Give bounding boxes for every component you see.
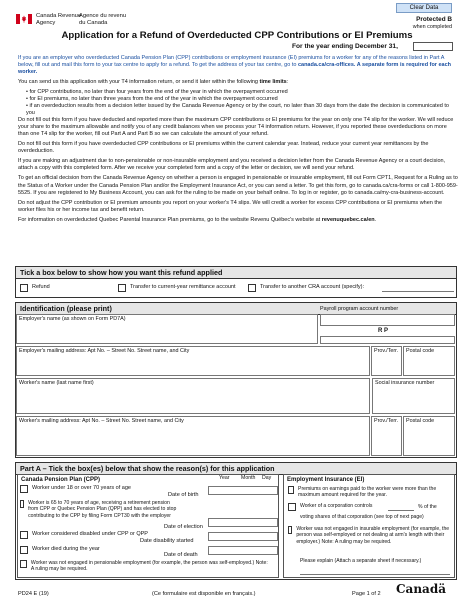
cpp-age-checkbox[interactable] (20, 485, 28, 493)
intro-p1-b: . A separate form is required for each worker. (18, 62, 452, 76)
transfer-other-option[interactable] (248, 284, 364, 292)
form-id: PD24 E (19) (18, 591, 49, 597)
ei-max-premium-checkbox[interactable] (288, 486, 294, 494)
ei-voting-shares-label: voting shares of that corporation (see top of next page) (300, 514, 424, 520)
protected-label: Protected B (416, 16, 452, 23)
transfer-other-label: Transfer to another CRA account (specify): (260, 284, 365, 290)
date-of-election-label: Date of election (164, 524, 203, 530)
ei-not-insurable-label: Worker was not engaged in insurable employment (for example, the person was self-employed or not dealing at arm's length with their employer.) Note: A ruling may be required. (296, 526, 450, 545)
cpp-not-pensionable-option[interactable] (20, 560, 270, 573)
cra-offices-link[interactable]: canada.ca/cra-offices (297, 62, 354, 69)
department-name-en: Canada Revenue Agency (36, 13, 82, 26)
date-disability-label: Date disability started (140, 538, 194, 544)
date-of-birth-field[interactable] (208, 486, 278, 495)
ei-please-explain-label: Please explain (Attach a separate sheet if necessary.) (300, 558, 422, 564)
cpp-death-label: Worker died during the year (32, 546, 100, 552)
intro-p7: Do not adjust the CPP contribution or EI premium amounts you report on your worker's T4 slips. We will credit a worker for excess CPP contributions or EI premiums when the worker files his or her income tax and benefit return. (18, 199, 443, 213)
ei-controls-unit: % of the (418, 504, 437, 510)
when-completed-label: when completed (412, 24, 452, 30)
page-number: Page 1 of 2 (352, 591, 381, 597)
date-disability-field[interactable] (208, 532, 278, 541)
employer-address-field[interactable] (16, 346, 370, 376)
date-header-month: Month (241, 475, 256, 481)
ei-explain-field[interactable] (300, 574, 450, 575)
employer-address-label: Employer's mailing address: Apt No. – Street No. Street name, and City (19, 348, 190, 354)
transfer-other-field[interactable] (382, 291, 454, 292)
date-of-death-label: Date of death (164, 552, 198, 558)
ei-corporation-label: Worker of a corporation controls (300, 503, 373, 509)
worker-address-field[interactable] (16, 416, 370, 456)
intro-p6: To get an official decision from the Canada Revenue Agency on whether a person is engaged in pensionable or insurable employment, fill out Form CPT1, Request for a Ruling as to the Status of a Worker under the Canada Pension Plan and/or the Employment Insurance Act, or you can send a letter. To get this form, go to canada.ca/cra-forms or call 1-800-959-5525. If you are registered to My Business Account, you can ask for the ruling to be made on your behalf online. To log in or register, go to canada.ca/my-cra-business-account. (18, 175, 458, 196)
department-name-fr: Agence du revenu du Canada (79, 13, 127, 26)
ei-not-insurable-option[interactable] (288, 526, 452, 545)
worker-province-field[interactable] (371, 416, 402, 456)
date-of-election-field[interactable] (208, 518, 278, 527)
employer-province-field[interactable] (371, 346, 402, 376)
date-of-death-field[interactable] (208, 546, 278, 555)
cpp-election-checkbox[interactable] (20, 500, 24, 508)
french-availability-note: (Ce formulaire est disponible en français.) (152, 591, 256, 597)
worker-address-label: Worker's mailing address: Apt No. – Street No. Street name, and City (19, 418, 184, 424)
employer-postal-field[interactable] (403, 346, 455, 376)
cpp-age-label: Worker under 18 or over 70 years of age (32, 485, 131, 491)
identification-heading: Identification (please print) (16, 303, 456, 315)
ei-corporation-checkbox[interactable] (288, 503, 296, 511)
clear-data-button[interactable]: Clear Data (396, 3, 452, 13)
refund-option-label: Refund (32, 284, 50, 290)
cpp-not-pensionable-label: Worker was not engaged in pensionable employment (for example, the person was self-employed.) Note: A ruling may be required. (30, 560, 268, 573)
cpp-disabled-label: Worker considered disabled under CPP or QPP (32, 531, 148, 537)
worker-name-field[interactable] (16, 378, 370, 414)
ei-not-insurable-checkbox[interactable] (288, 526, 292, 534)
refund-section (15, 266, 457, 298)
cpp-heading: Canada Pension Plan (CPP) (21, 477, 101, 483)
cpp-not-pensionable-checkbox[interactable] (20, 560, 27, 568)
worker-name-label: Worker's name (last name first) (19, 380, 94, 386)
form-title: Application for a Refund of Overdeducted CPP Contributions or EI Premiums (61, 30, 413, 41)
cpp-election-label: Worker is 65 to 70 years of age, receiving a retirement pension from CPP or Quebec Pension Plan (QPP) and has elected to stop contributing to the CPP by filing Form CPT30 with the employer (28, 500, 177, 519)
ei-max-premium-label: Premiums on earnings paid to the worker were more than the maximum amount required for the year. (298, 486, 437, 499)
intro-p8-b: . (374, 216, 377, 223)
transfer-other-checkbox[interactable] (248, 284, 256, 292)
time-limit-item: • for EI premiums, no later than three years from the end of the year in which the overpayment occurred (26, 96, 458, 103)
year-field[interactable] (413, 42, 453, 51)
intro-p4: Do not fill out this form if you have overdeducted CPP contributions or EI premiums within the current calendar year. Instead, reduce your current year remittances by the overdeduction. (18, 141, 429, 155)
part-a-heading: Part A – Tick the box(es) below that show the reason(s) for this application (16, 463, 456, 475)
canada-wordmark: Canadä (396, 582, 446, 596)
date-header-day: Day (262, 475, 272, 481)
transfer-current-option[interactable] (118, 284, 236, 292)
employer-postal-label: Postal code (406, 348, 435, 354)
refund-checkbox[interactable] (20, 284, 28, 292)
transfer-current-label: Transfer to current-year remittance account (130, 284, 236, 290)
intro-p2-bold: time limits (259, 79, 287, 86)
rp-label: R P (378, 328, 389, 334)
worker-postal-label: Postal code (406, 418, 435, 424)
cpp-death-option[interactable] (20, 546, 160, 554)
employer-name-label: Employer's name (as shown on Form PD7A) (19, 316, 126, 322)
employer-province-label: Prov./Terr. (374, 348, 399, 354)
date-of-birth-label: Date of birth (168, 492, 199, 498)
intro-text: If you are an employer who overdeducted Canada Pension Plan (CPP) contributions or employment insurance (EI) premiums for a worker for any of the reasons listed in Part A below, fill out and mail this form to your tax centre to apply for a refund. To get the address of your tax centre, go to canada.ca/cra-offices. A separate form is required for each worker. You can send us this application with your T4 information return, or send it later within the following time limits: • for CPP contributions, no later than four years from the end of the year in which the overpayment occurred • for EI premiums, no later than three years from the end of the year in which the overpayment occurred • if an overdeduction results from a decision letter issued by the Canada Revenue Agency or by the court, no later than 30 days from the date the decision is communicated to you Do not fill out this form if you have deducted and reported more than the maximum CPP contributions or EI premiums for the year on only one T4 slip for the worker. We will reduce your share to the maximum allowable and notify you of any credit balances when we process your T4 information return. However, if you reported these overdeductions on more than one T4 slip for the worker, fill out Part A and Part B so we can calculate the amount of your refund. Do not fill out this form if you have overdeducted CPP contributions or EI premiums within the current calendar year. Instead, reduce your current year remittances by the overdeduction. If you are making an adjustment due to non-pensionable or non-insurable employment and you received a decision letter from the Canada Revenue Agency or a court decision, attach a copy with this completed form. After we receive your completed form and a copy of the letter or decision, we will send your refund. To get an official decision from the Canada Revenue Agency on whether a person is engaged in pensionable or insurable employment, fill out Form CPT1, Request for a Ruling as to the Status of a Worker under the Canada Pension Plan and/or the Employment Insurance Act, or you can send a letter. To get this form, go to canada.ca/cra-forms or call 1-800-959-5525. If you are registered to My Business Account, you can ask for the ruling to be made on your behalf online. To log in or register, go to canada.ca/my-cra-business-account. Do not adjust the CPP contribution or EI premium amounts you report on your worker's T4 slips. We will credit a worker for excess CPP contributions or EI premiums when the worker files his or her income tax and benefit return. For information on overdeducted Quebec Parental Insurance Plan premiums, go to the website Revenu Québec's website at revenuquebec.ca/en. (18, 55, 458, 227)
ei-max-premium-option[interactable] (288, 486, 452, 499)
intro-p1-a: If you are an employer who overdeducted Canada Pension Plan (CPP) contributions or employment insurance (EI) premiums for a worker for any of the reasons listed in Part A below, fill out and mail this form to your tax centre to apply for a refund. To get the address of your tax centre, go to (18, 55, 445, 69)
intro-p5: If you are making an adjustment due to non-pensionable or non-insurable employment and you received a decision letter from the Canada Revenue Agency or a court decision, attach a copy with this completed form. After we receive your completed form and a copy of the letter or decision, we will send your refund. (18, 158, 446, 172)
canada-flag-icon (16, 14, 32, 24)
intro-p2-a: You can send us this application with your T4 information return, or send it later within the following (18, 79, 260, 86)
intro-p8-a: For information on overdeducted Quebec Parental Insurance Plan premiums, go to the website Revenu Québec's website at (18, 216, 322, 223)
cpp-death-checkbox[interactable] (20, 546, 28, 554)
payroll-account-field[interactable] (320, 314, 455, 326)
cpp-election-option[interactable] (20, 500, 178, 519)
cpp-disabled-checkbox[interactable] (20, 531, 28, 539)
refund-section-heading: Tick a box below to show how you want this refund applied (16, 267, 456, 279)
revenu-quebec-link[interactable]: revenuquebec.ca/en (321, 216, 375, 223)
date-header-year: Year (219, 475, 230, 481)
intro-p3: Do not fill out this form if you have deducted and reported more than the maximum CPP contributions or EI premiums for the year on only one T4 slip for the worker. We will reduce your share to the maximum allowable and notify you of any credit balances when we process your T4 information return. However, if you reported these overdeductions on more than one T4 slip for the worker, fill out Part A and Part B so we can calculate the amount of your refund. (18, 117, 454, 138)
time-limit-item: • if an overdeduction results from a decision letter issued by the Canada Revenue Agency or by the court, no later than 30 days from the date the decision is communicated to you (26, 103, 458, 117)
time-limit-item: • for CPP contributions, no later than four years from the end of the year in which the overpayment occurred (26, 89, 458, 96)
ei-controls-percent-field[interactable] (388, 510, 414, 511)
year-ending-label: For the year ending December 31, (292, 43, 398, 50)
employer-name-field[interactable] (16, 314, 318, 344)
sin-field[interactable] (372, 378, 455, 414)
payroll-account-label: Payroll program account number (320, 306, 399, 312)
payroll-account-digits[interactable] (320, 336, 455, 344)
ei-heading: Employment Insurance (EI) (287, 477, 365, 483)
transfer-current-checkbox[interactable] (118, 284, 126, 292)
refund-option[interactable] (20, 284, 50, 292)
cpp-age-option[interactable] (20, 485, 170, 493)
sin-label: Social insurance number (375, 380, 435, 386)
worker-province-label: Prov./Terr. (374, 418, 399, 424)
worker-postal-field[interactable] (403, 416, 455, 456)
